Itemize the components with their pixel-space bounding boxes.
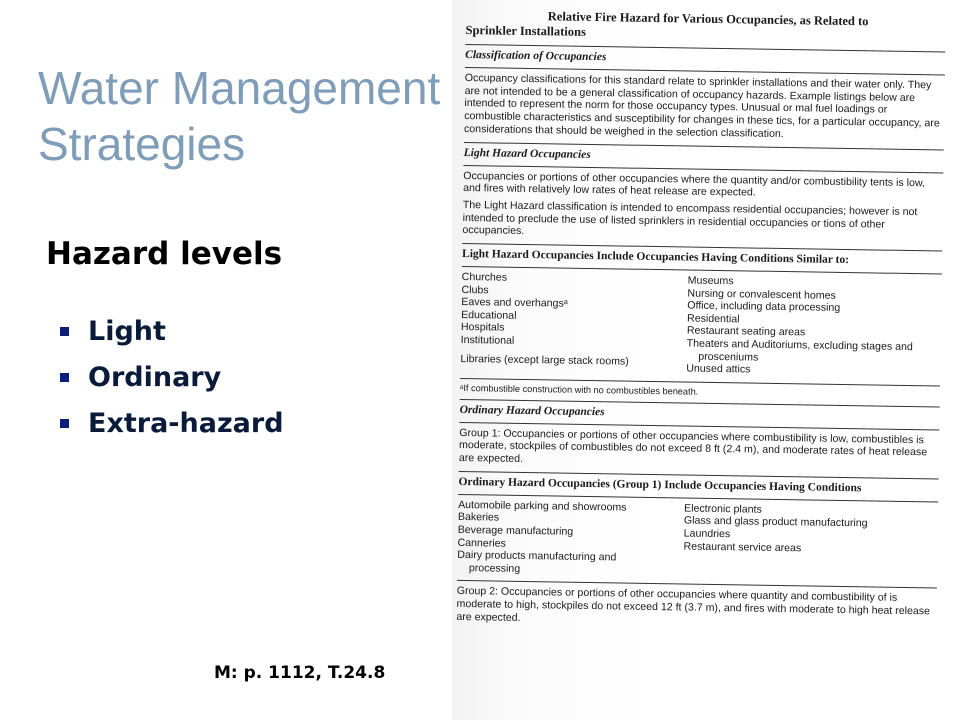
list-item: Beverage manufacturing: [457, 524, 574, 538]
ordinary-list-right: [683, 502, 938, 582]
slide-title-line2: Strategies: [38, 118, 246, 170]
light-text-2: The Light Hazard classification is intended to encompass residential occupancies; however is not intended to preclude the use of listed sprinklers in residential occupancies or tions of other occupancies.: [462, 198, 918, 238]
scanned-table-page: [452, 0, 960, 720]
hazard-level-list: [56, 312, 284, 450]
list-item: Glass and glass product manufacturing: [683, 514, 868, 530]
light-list-left: [460, 271, 688, 375]
scanned-table-content: [456, 4, 946, 635]
ordinary-list-left: [457, 499, 684, 578]
list-item: Restaurant seating areas: [686, 324, 806, 339]
section-heading-light: Light Hazard Occupancies: [463, 146, 591, 161]
section-heading-classification: Classification of Occupancies: [465, 48, 607, 64]
list-item: Eaves and overhangsᵃ: [461, 296, 568, 310]
list-item: Hospitals: [460, 321, 505, 335]
list-item: Institutional: [460, 333, 515, 347]
bullet-item: Extra-hazard: [56, 404, 284, 450]
list-item: Dairy products manufacturing and: [457, 549, 617, 564]
table-title-line1: Relative Fire Hazard for Various Occupancies, as Related to: [547, 9, 869, 29]
list-item: Unused attics: [686, 362, 751, 376]
ordinary-occupancy-list: [457, 499, 938, 582]
list-item: Automobile parking and showrooms: [458, 498, 627, 514]
list-item: Electronic plants: [684, 502, 762, 516]
ordinary-group2-text: Group 2: Occupancies or portions of other occupancies where quantity and combustibility of is moderate to high, stockpiles do not exceed 12 ft (3.7 m), and fires with moderate to high heat release are expected.: [456, 585, 931, 624]
list-item: Theaters and Auditoriums, excluding stages and: [686, 337, 913, 354]
list-item: Museums: [687, 274, 734, 288]
section-heading-ordinary: Ordinary Hazard Occupancies: [459, 403, 605, 419]
subtitle-hazard-levels: Hazard levels: [46, 236, 283, 272]
table-title: [465, 8, 945, 46]
list-item: Office, including data processing: [687, 299, 841, 315]
ordinary-list-heading: Ordinary Hazard Occupancies (Group 1) Include Occupancies Having Conditions: [458, 475, 862, 495]
list-item: Canneries: [457, 536, 506, 550]
light-list-heading: Light Hazard Occupancies Include Occupancies Having Conditions Similar to:: [461, 248, 850, 267]
slide-title: [38, 60, 468, 172]
bullet-item: Light: [56, 312, 284, 358]
list-item: Laundries: [683, 527, 731, 541]
list-item: Churches: [461, 270, 508, 284]
list-item: Educational: [461, 308, 517, 322]
citation: M: p. 1112, T.24.8: [214, 663, 386, 683]
ordinary-group1-text: Group 1: Occupancies or portions of other occupancies where combustibility is low, combustibles is moderate, stockpiles of combustibles do not exceed 8 ft (2.4 m), and moderate rates of heat release are expected.: [458, 426, 928, 466]
classification-text: Occupancy classifications for this standard relate to sprinkler installations and their water only. They are not intended to be a general classification of occupancy hazards. Example listings below are intended to represent the norm for those occupancy types. Unusual or mal fuel loadings or combustible characteristics and susceptibility for changes in these tics, for a particular occupancy, are considerations that should be weighed in the selection classification.: [463, 71, 940, 140]
list-item: Restaurant service areas: [683, 540, 802, 555]
table-title-line2: Sprinkler Installations: [465, 22, 586, 39]
list-item: processing: [457, 561, 521, 575]
bullet-item: Ordinary: [56, 358, 284, 404]
list-item: Libraries (except large stack rooms): [460, 352, 629, 368]
footnote: ᵃIf combustible construction with no combustibles beneath.: [459, 382, 699, 397]
list-item: prosceniums: [686, 350, 759, 364]
list-item: Residential: [686, 312, 740, 326]
list-item: Nursing or convalescent homes: [687, 287, 836, 302]
list-item: Clubs: [461, 283, 489, 297]
slide-title-line1: Water Management: [38, 62, 441, 114]
light-text-1: Occupancies or portions of other occupancies where the quantity and/or combustibility tents is low, and fires with relatively low rates of heat release are expected.: [463, 169, 926, 199]
light-occupancy-list: [460, 271, 942, 379]
list-item: Bakeries: [457, 511, 500, 525]
light-list-right: [686, 275, 942, 380]
